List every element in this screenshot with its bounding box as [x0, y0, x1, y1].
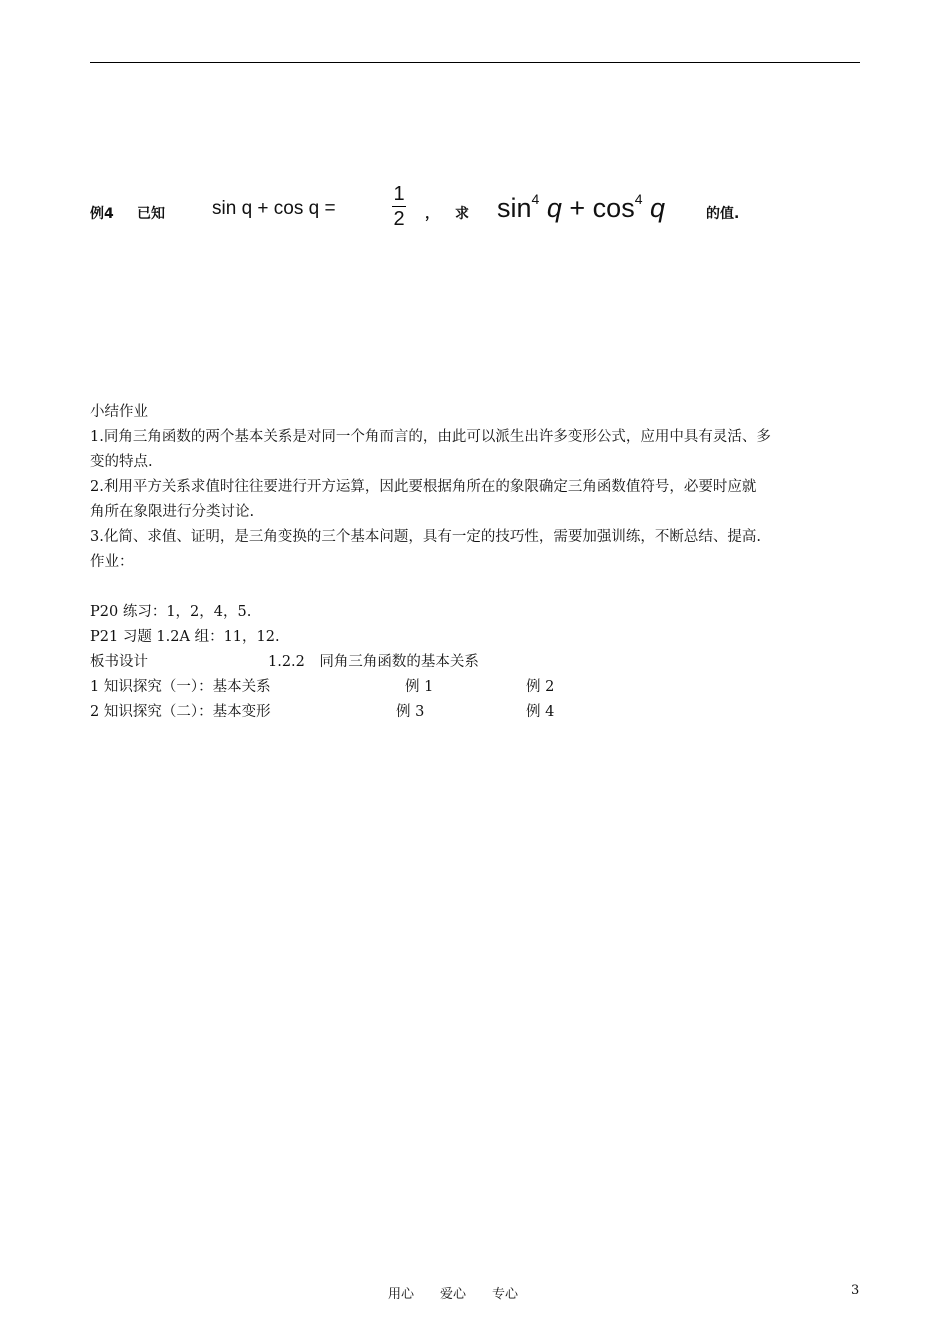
target-plus: +: [569, 193, 586, 223]
target-formula: [497, 191, 665, 224]
find-label: 求: [455, 206, 469, 222]
fraction-bar: [392, 206, 406, 207]
target-exponent-2: 4: [634, 191, 643, 207]
board-row-2-topic: 2 知识探究（二）：基本变形: [90, 704, 271, 720]
homework-label: 作业：: [90, 554, 134, 570]
target-cos: cos: [592, 193, 635, 223]
summary-item-1-line-1: 1.同角三角函数的两个基本关系是对同一个角而言的，由此可以派生出许多变形公式，应用中具有灵活、多: [90, 429, 771, 445]
comma: ，: [425, 206, 439, 222]
target-q-2: q: [650, 193, 666, 223]
summary-item-1-line-2: 变的特点.: [90, 454, 153, 470]
target-exponent-1: 4: [531, 191, 540, 207]
header-rule: [90, 62, 860, 63]
given-label: 已知: [137, 206, 165, 222]
target-q-1: q: [546, 193, 562, 223]
board-row-1-example-a: 例 1: [405, 679, 434, 695]
footer-motto: 用心 爱心 专心: [388, 1287, 519, 1302]
target-sin: sin: [497, 193, 532, 223]
summary-item-2-line-2: 角所在象限进行分类讨论.: [90, 504, 255, 520]
homework-item-2: P21 习题 1.2A 组：11，12.: [90, 629, 280, 645]
summary-item-3-line-1: 3.化简、求值、证明，是三角变换的三个基本问题，具有一定的技巧性，需要加强训练，不断总结、提高.: [90, 529, 761, 545]
board-row-1-topic: 1 知识探究（一）：基本关系: [90, 679, 271, 695]
page-number: 3: [851, 1283, 860, 1298]
value-suffix: 的值.: [706, 206, 740, 222]
board-label: 板书设计: [90, 654, 148, 670]
fraction-numerator: 1: [393, 183, 405, 205]
summary-item-2-line-1: 2.利用平方关系求值时往往要进行开方运算，因此要根据角所在的象限确定三角函数值符号，必要时应就: [90, 479, 757, 495]
given-formula: [212, 183, 405, 230]
fraction-denominator: 2: [393, 208, 405, 230]
homework-item-1: P20 练习：1，2，4，5.: [90, 604, 252, 620]
summary-heading: 小结作业: [90, 404, 148, 420]
board-row-2-example-a: 例 3: [396, 704, 425, 720]
board-row-1-example-b: 例 2: [526, 679, 555, 695]
example-label: 例4: [90, 206, 114, 222]
given-formula-left: sin q + cos q =: [212, 198, 336, 219]
board-row-2-example-b: 例 4: [526, 704, 555, 720]
fraction-one-half: [390, 184, 408, 229]
board-title: 1.2.2 同角三角函数的基本关系: [268, 654, 479, 670]
